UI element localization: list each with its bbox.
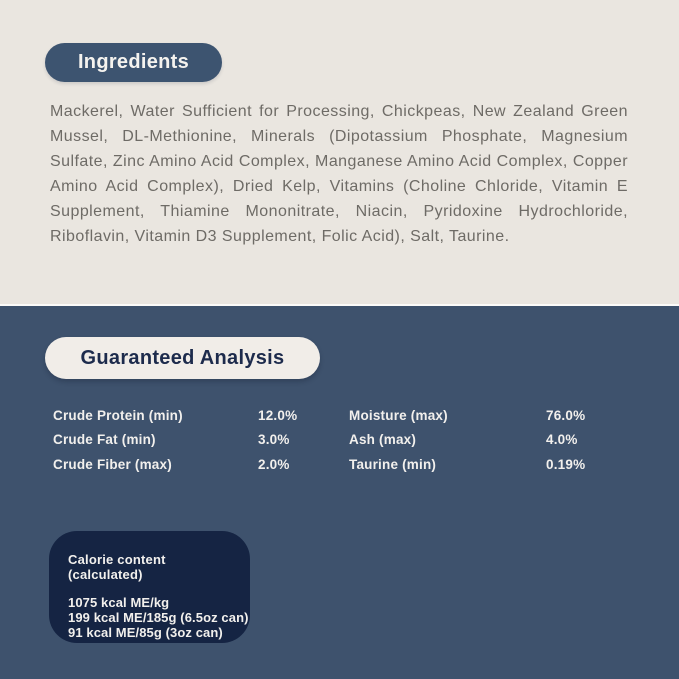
calorie-content-card <box>49 531 250 643</box>
analysis-value-crude-protein: 12.0% <box>258 407 298 423</box>
analysis-value-moisture: 76.0% <box>546 407 586 423</box>
ingredients-header-pill <box>45 43 222 82</box>
analysis-value-ash: 4.0% <box>546 432 578 448</box>
calorie-line-small-can: 91 kcal ME/85g (3oz can) <box>68 624 223 640</box>
ingredients-section <box>0 0 679 306</box>
analysis-label-crude-fat: Crude Fat (min) <box>53 432 156 448</box>
guaranteed-analysis-section <box>0 306 679 679</box>
calorie-line-per-kg: 1075 kcal ME/kg <box>68 595 170 610</box>
guaranteed-analysis-table <box>53 403 643 477</box>
analysis-label-moisture: Moisture (max) <box>349 407 448 423</box>
analysis-label-crude-protein: Crude Protein (min) <box>53 407 183 423</box>
analysis-label-ash: Ash (max) <box>349 432 417 448</box>
guaranteed-analysis-header-label: Guaranteed Analysis <box>80 346 285 369</box>
analysis-value-crude-fiber: 2.0% <box>258 456 290 472</box>
analysis-value-taurine: 0.19% <box>546 456 586 472</box>
guaranteed-analysis-header-pill <box>45 337 320 379</box>
analysis-value-crude-fat: 3.0% <box>258 432 290 448</box>
analysis-label-taurine: Taurine (min) <box>349 456 437 472</box>
ingredients-header-label: Ingredients <box>77 51 190 73</box>
calorie-line-large-can: 199 kcal ME/185g (6.5oz can) <box>68 609 249 625</box>
ingredients-list-text: Mackerel, Water Sufficient for Processing, Chickpeas, New Zealand Green Mussel, DL-Methionine, Minerals (Dipotassium Phosphate, Magnesium Sulfate, Zinc Amino Acid Complex, Manganese Amino Acid Complex, Copper Amino Acid Complex), Dried Kelp, Vitamins (Choline Chloride, Vitamin E Supplement, Thiamine Mononitrate, Niacin, Pyridoxine Hydrochloride, Riboflavin, Vitamin D3 Supplement, Folic Acid), Salt, Taurine. <box>50 103 628 245</box>
analysis-label-crude-fiber: Crude Fiber (max) <box>53 456 172 472</box>
calorie-content-title: Calorie content (calculated) <box>68 552 166 582</box>
